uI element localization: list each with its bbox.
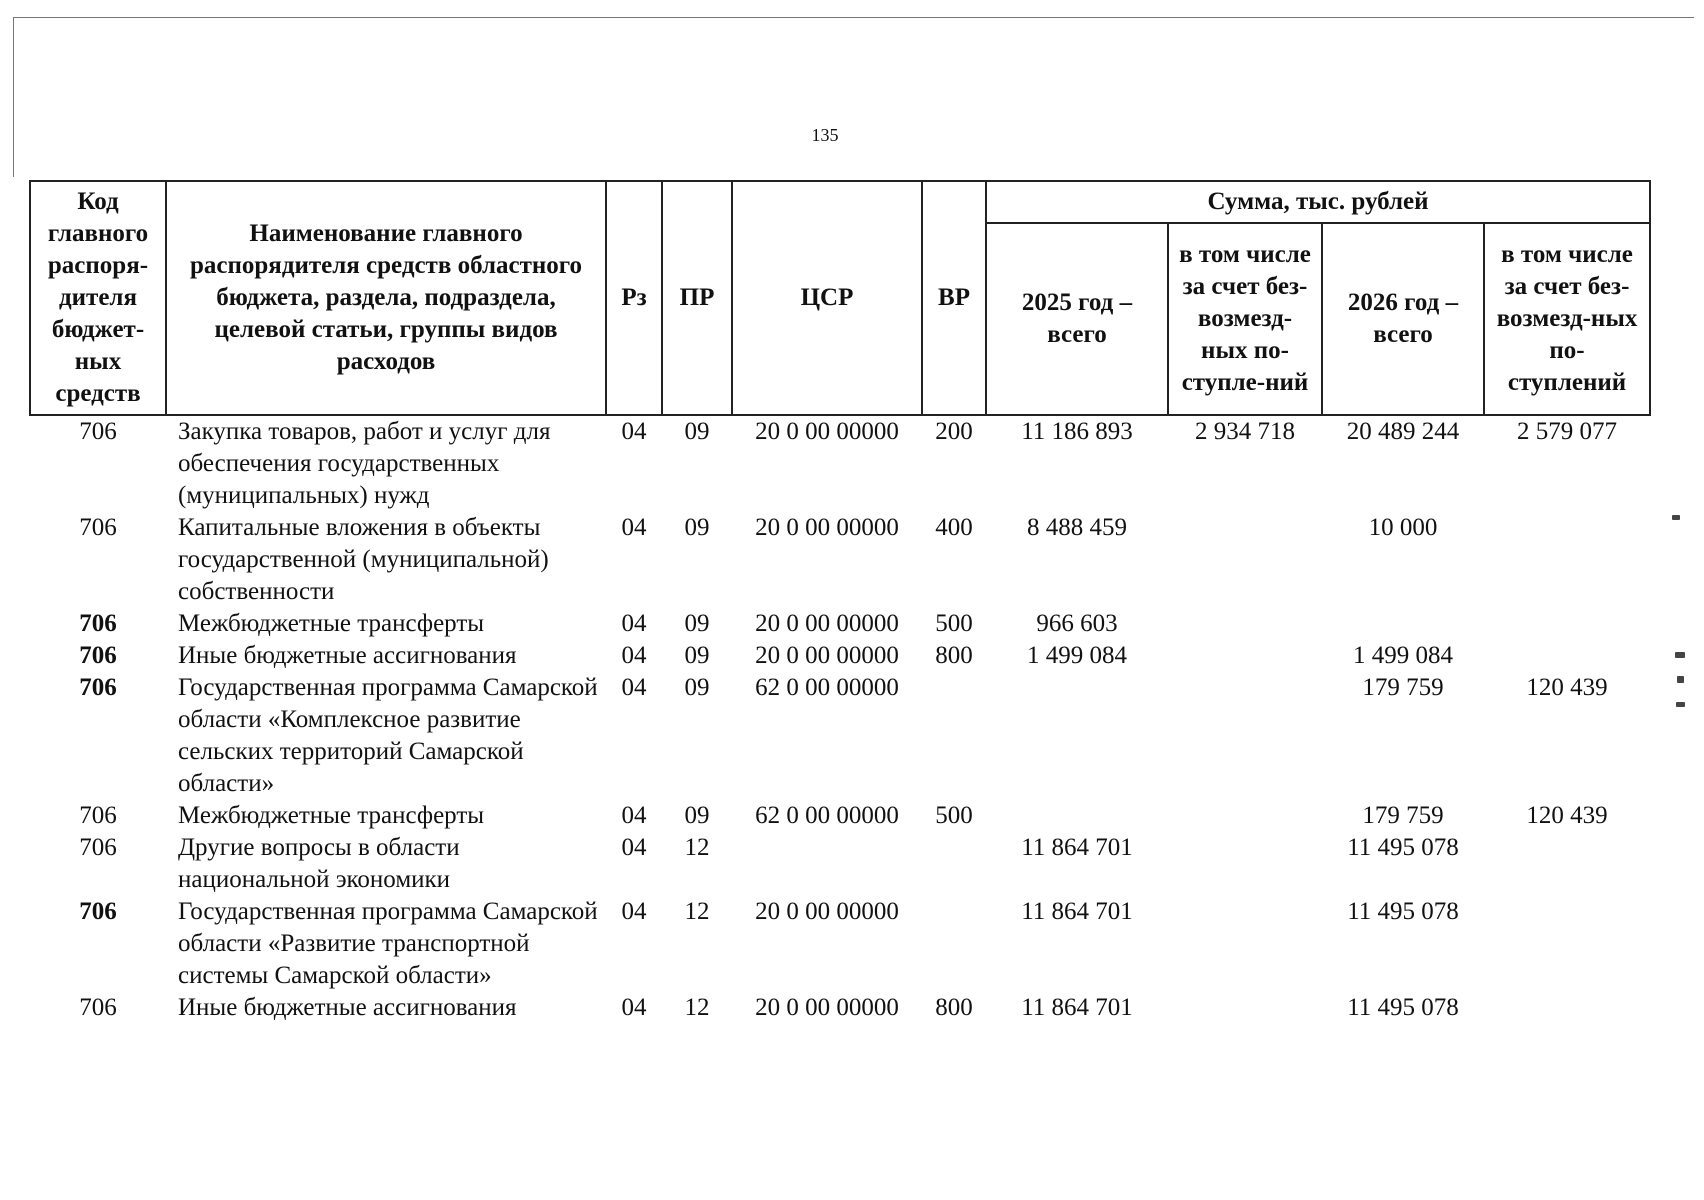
- row-2026-free: [1484, 608, 1650, 640]
- row-2025-total: 966 603: [1036, 610, 1118, 637]
- row-2025-free: [1168, 672, 1322, 800]
- row-2025-free: [1168, 640, 1322, 672]
- budget-table: [29, 180, 1651, 1024]
- header-2025-free: в том числе за счет без-возмезд-ных по-ступле-ний: [1168, 223, 1322, 415]
- row-pr: 09: [684, 610, 710, 637]
- row-code: 706: [79, 514, 117, 541]
- header-code: Код главного распоря-дителя бюджет-ных средств: [30, 181, 166, 415]
- row-rz: 04: [621, 834, 647, 861]
- row-vr: 800: [935, 994, 973, 1021]
- row-name: Иные бюджетные ассигнования: [178, 642, 517, 669]
- row-2026-total: 1 499 084: [1353, 642, 1453, 669]
- scan-speck: [1675, 652, 1685, 658]
- row-code: 706: [79, 418, 117, 445]
- row-2026-total: 11 495 078: [1347, 898, 1459, 925]
- table-body: [30, 415, 1650, 1024]
- row-2025-total: 11 864 701: [1021, 834, 1133, 861]
- row-pr: 09: [684, 642, 710, 669]
- row-csr: 62 0 00 00000: [755, 802, 899, 829]
- table-row: [30, 415, 1650, 512]
- row-2026-free: 2 579 077: [1517, 418, 1618, 445]
- header-2026-free: в том числе за счет без-возмезд-ных по-ступлений: [1484, 223, 1650, 415]
- row-vr: 500: [935, 802, 973, 829]
- row-2025-total: [986, 800, 1168, 832]
- row-rz: 04: [621, 898, 647, 925]
- row-code: 706: [79, 802, 117, 829]
- row-code: 706: [79, 994, 117, 1021]
- row-name: Государственная программа Самарской области «Комплексное развитие сельских территорий Самарской области»: [178, 674, 598, 797]
- row-vr: 800: [935, 642, 973, 669]
- row-csr: 20 0 00 00000: [755, 898, 899, 925]
- row-code: 706: [79, 674, 117, 701]
- row-2025-total: 11 186 893: [1021, 418, 1133, 445]
- row-2025-free: [1168, 896, 1322, 992]
- table-row: [30, 512, 1650, 608]
- row-2026-free: [1484, 992, 1650, 1024]
- row-csr: 20 0 00 00000: [755, 994, 899, 1021]
- header-rz: Рз: [606, 181, 662, 415]
- row-2025-total: 8 488 459: [1027, 514, 1127, 541]
- row-2026-total: 179 759: [1362, 802, 1444, 829]
- row-pr: 12: [684, 834, 710, 861]
- row-vr: 500: [935, 610, 973, 637]
- row-2025-free: [1168, 608, 1322, 640]
- row-pr: 09: [684, 514, 710, 541]
- row-2026-total: 11 495 078: [1347, 834, 1459, 861]
- header-vr: ВР: [922, 181, 986, 415]
- row-code: 706: [79, 642, 117, 669]
- row-pr: 09: [684, 418, 710, 445]
- row-2025-free: 2 934 718: [1195, 418, 1295, 445]
- row-2026-free: 120 439: [1526, 802, 1608, 829]
- row-csr: 62 0 00 00000: [755, 674, 899, 701]
- row-rz: 04: [621, 802, 647, 829]
- row-name: Закупка товаров, работ и услуг для обеспечения государственных (муниципальных) нужд: [178, 418, 551, 509]
- row-rz: 04: [621, 610, 647, 637]
- header-csr: ЦСР: [732, 181, 922, 415]
- row-csr: 20 0 00 00000: [755, 418, 899, 445]
- row-rz: 04: [621, 418, 647, 445]
- row-vr: [922, 672, 986, 800]
- header-2026-total: 2026 год – всего: [1322, 223, 1484, 415]
- row-rz: 04: [621, 642, 647, 669]
- row-2026-total: 11 495 078: [1347, 994, 1459, 1021]
- row-2026-free: 120 439: [1526, 674, 1608, 701]
- row-2026-total: [1322, 608, 1484, 640]
- scan-border-top: [14, 17, 1694, 18]
- row-2025-total: [986, 672, 1168, 800]
- row-2025-free: [1168, 832, 1322, 896]
- row-2026-total: 20 489 244: [1346, 418, 1460, 445]
- row-vr: [922, 832, 986, 896]
- row-name: Иные бюджетные ассигнования: [178, 994, 517, 1021]
- row-vr: 200: [935, 418, 973, 445]
- row-2025-free: [1168, 992, 1322, 1024]
- row-rz: 04: [621, 994, 647, 1021]
- row-2026-free: [1484, 896, 1650, 992]
- row-rz: 04: [621, 674, 647, 701]
- table-row: [30, 832, 1650, 896]
- header-pr: ПР: [662, 181, 732, 415]
- header-2025-total: 2025 год – всего: [986, 223, 1168, 415]
- scan-speck: [1677, 676, 1684, 683]
- row-2026-free: [1484, 512, 1650, 608]
- row-name: Другие вопросы в области национальной экономики: [178, 834, 460, 893]
- row-name: Капитальные вложения в объекты государственной (муниципальной) собственности: [178, 514, 549, 605]
- row-code: 706: [79, 834, 117, 861]
- row-vr: [922, 896, 986, 992]
- row-2025-total: 11 864 701: [1021, 994, 1133, 1021]
- row-pr: 09: [684, 674, 710, 701]
- row-2025-free: [1168, 800, 1322, 832]
- scan-speck: [1672, 515, 1680, 520]
- table-row: [30, 640, 1650, 672]
- table-row: [30, 992, 1650, 1024]
- table-header: [30, 181, 1650, 415]
- row-csr: [732, 832, 922, 896]
- row-2025-free: [1168, 512, 1322, 608]
- page-number: 135: [811, 125, 839, 145]
- row-pr: 12: [684, 898, 710, 925]
- row-code: 706: [79, 898, 117, 925]
- row-vr: 400: [935, 514, 973, 541]
- row-name: Межбюджетные трансферты: [178, 610, 485, 637]
- row-name: Государственная программа Самарской области «Развитие транспортной системы Самарской области»: [178, 898, 598, 989]
- row-code: 706: [79, 610, 117, 637]
- header-name: Наименование главного распорядителя средств областного бюджета, раздела, подраздела, целевой статьи, группы видов расходов: [166, 181, 606, 415]
- row-2025-total: 11 864 701: [1021, 898, 1133, 925]
- table-row: [30, 608, 1650, 640]
- row-pr: 09: [684, 802, 710, 829]
- row-2026-total: 179 759: [1362, 674, 1444, 701]
- row-name: Межбюджетные трансферты: [178, 802, 485, 829]
- row-csr: 20 0 00 00000: [755, 642, 899, 669]
- row-csr: 20 0 00 00000: [755, 514, 899, 541]
- row-rz: 04: [621, 514, 647, 541]
- table-row: [30, 896, 1650, 992]
- row-2026-free: [1484, 640, 1650, 672]
- header-sum-group: Сумма, тыс. рублей: [986, 181, 1650, 223]
- scan-speck: [1676, 702, 1685, 707]
- row-2026-total: 10 000: [1368, 514, 1438, 541]
- scan-border-left: [13, 17, 14, 177]
- row-2026-free: [1484, 832, 1650, 896]
- row-pr: 12: [684, 994, 710, 1021]
- row-csr: 20 0 00 00000: [755, 610, 899, 637]
- table-row: [30, 672, 1650, 800]
- table-row: [30, 800, 1650, 832]
- row-2025-total: 1 499 084: [1027, 642, 1127, 669]
